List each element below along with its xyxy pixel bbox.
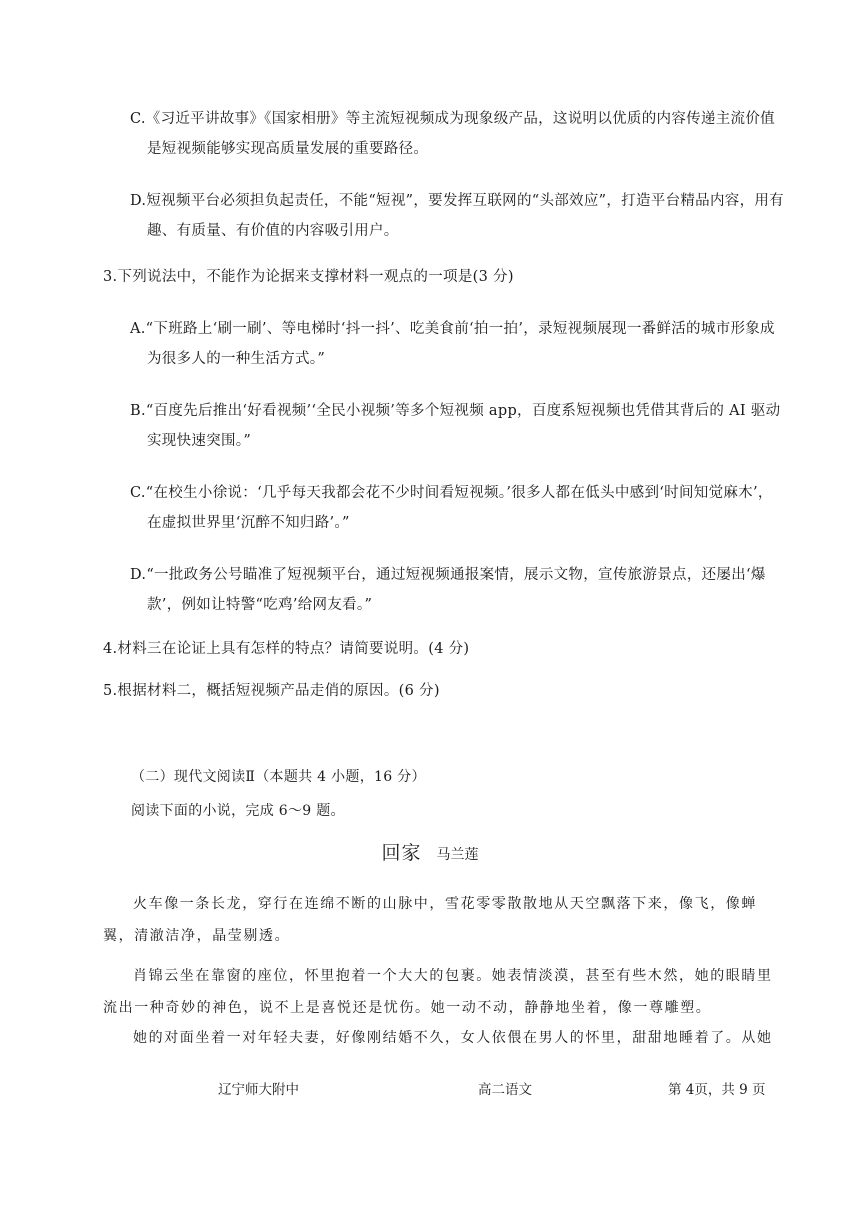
footer-page-number: 第 4页，共 9 页: [668, 1082, 766, 1098]
q2-option-d: D.短视频平台必须担负起责任，不能“短视”，要发挥互联网的“头部效应”，打造平台精品内容，用有趣、有质量、有价值的内容吸引用户。: [130, 193, 784, 239]
q5-stem: 5.根据材料二，概括短视频产品走俏的原因。(6 分): [103, 683, 440, 699]
story-paragraph: 火车像一条长龙，穿行在连绵不断的山脉中，雪花零零散散地从天空飘落下来，像飞，像蝉翼，清澈洁净，晶莹剔透。: [103, 896, 757, 944]
story-author: 马兰莲: [436, 847, 479, 863]
q3-stem: 3.下列说法中，不能作为论据来支撑材料一观点的一项是(3 分): [103, 269, 514, 285]
q2-option-c: C.《习近平讲故事》《国家相册》等主流短视频成为现象级产品，这说明以优质的内容传递主流价值是短视频能够实现高质量发展的重要路径。: [130, 111, 775, 157]
q3-option-a: A.“下班路上‘刷一刷’、等电梯时‘抖一抖’、吃美食前‘拍一拍’，录短视频展现一番鲜活的城市形象成为很多人的一种生活方式。”: [130, 321, 775, 367]
section-heading: （二）现代文阅读Ⅱ（本题共 4 小题，16 分）: [131, 769, 426, 785]
story-paragraph: 肖锦云坐在靠窗的座位，怀里抱着一个大大的包裹。她表情淡漠，甚至有些木然，她的眼睛里流出一种奇妙的神色，说不上是喜悦还是忧伤。她一动不动，静静地坐着，像一尊雕塑。: [103, 968, 773, 1016]
section-instruction: 阅读下面的小说，完成 6～9 题。: [131, 803, 345, 819]
q3-option-d: D.“一批政务公号瞄准了短视频平台，通过短视频通报案情，展示文物，宣传旅游景点，还屡出‘爆款’，例如让特警“吃鸡’给网友看。”: [130, 567, 766, 613]
story-paragraph: 她的对面坐着一对年轻夫妻，好像刚结婚不久，女人依偎在男人的怀里，甜甜地睡着了。从她: [133, 1030, 773, 1046]
q4-stem: 4.材料三在论证上具有怎样的特点？请简要说明。(4 分): [103, 641, 470, 657]
q3-option-c: C.“在校生小徐说：‘几乎每天我都会花不少时间看短视频。’很多人都在低头中感到‘时间知觉麻木’，在虚拟世界里‘沉醉不知归路’。”: [130, 485, 773, 531]
story-title: 回家: [381, 842, 422, 864]
q3-option-b: B.“百度先后推出‘好看视频’‘全民小视频’等多个短视频 app，百度系短视频也凭借其背后的 AI 驱动实现快速突围。”: [130, 403, 781, 449]
footer-subject: 高二语文: [478, 1082, 532, 1098]
story-title-block: [0, 838, 860, 865]
footer-school: 辽宁师大附中: [218, 1082, 299, 1098]
